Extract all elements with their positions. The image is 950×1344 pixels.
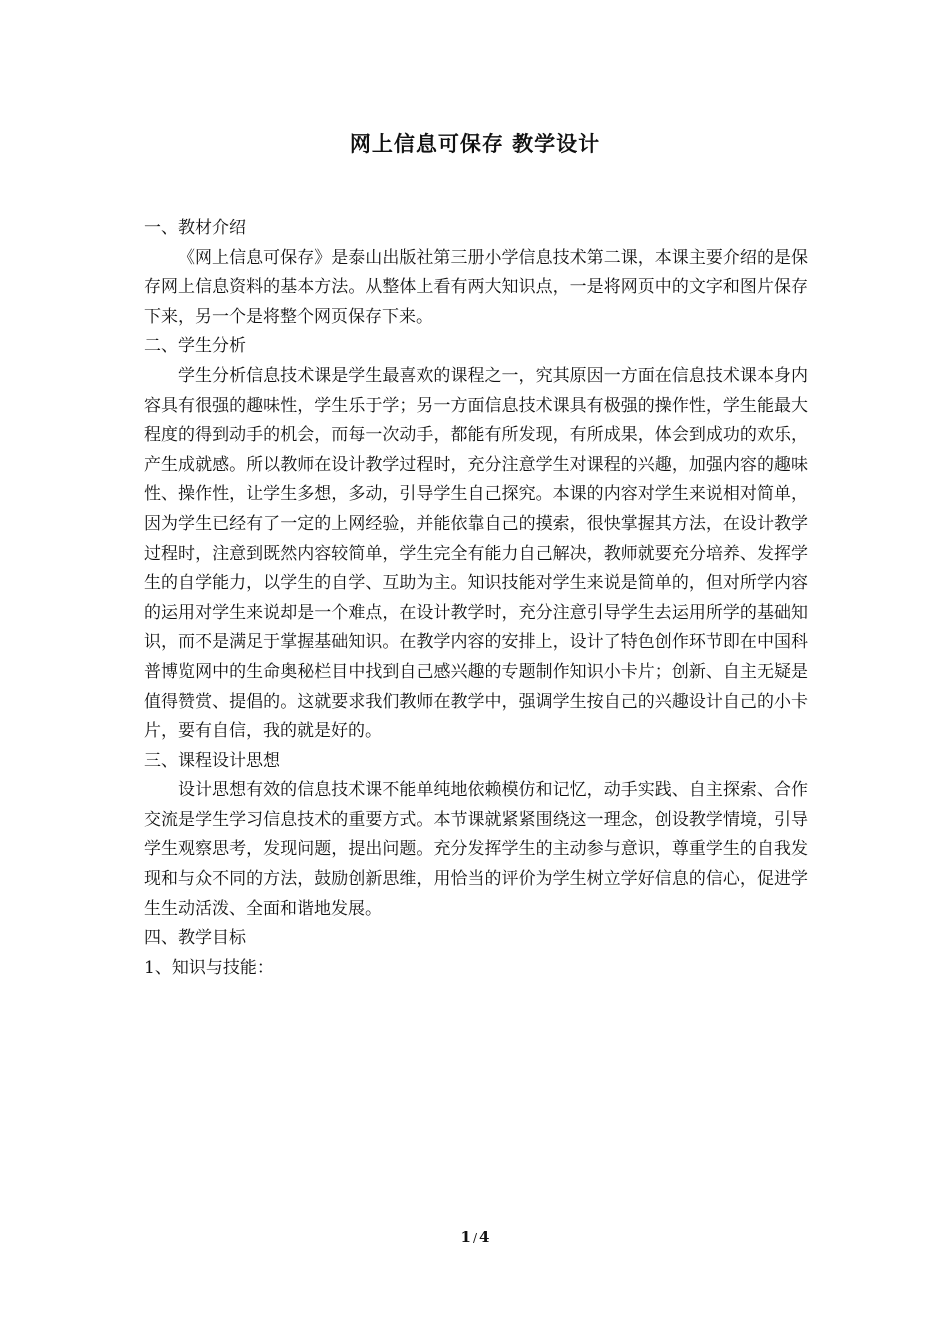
section-paragraph-textbook-intro: 《网上信息可保存》是泰山出版社第三册小学信息技术第二课，本课主要介绍的是保存网上信息资料的基本方法。从整体上看有两大知识点，一是将网页中的文字和图片保存下来，另一个是将整个网页保存下来。 — [144, 247, 808, 327]
section-heading-student-analysis: 二、学生分析 — [144, 336, 246, 357]
section-paragraph-student-analysis: 学生分析信息技术课是学生最喜欢的课程之一，究其原因一方面在信息技术课本身内容具有很强的趣味性，学生乐于学；另一方面信息技术课具有极强的操作性，学生能最大程度的得到动手的机会，而每一次动手，都能有所发现，有所成果，体会到成功的欢乐，产生成就感。所以教师在设计教学过程时，充分注意学生对课程的兴趣，加强内容的趣味性、操作性，让学生多想，多动，引导学生自己探究。本课的内容对学生来说相对简单，因为学生已经有了一定的上网经验，并能依靠自己的摸索，很快掌握其方法，在设计教学过程时，注意到既然内容较简单，学生完全有能力自己解决，教师就要充分培养、发挥学生的自学能力，以学生的自学、互助为主。知识技能对学生来说是简单的，但对所学内容的运用对学生来说却是一个难点，在设计教学时，充分注意引导学生去运用所学的基础知识，而不是满足于掌握基础知识。在教学内容的安排上，设计了特色创作环节即在中国科普博览网中的生命奥秘栏目中找到自己感兴趣的专题制作知识小卡片；创新、自主无疑是值得赞赏、提倡的。这就要求我们教师在教学中，强调学生按自己的兴趣设计自己的小卡片，要有自信，我的就是好的。 — [144, 365, 808, 742]
document-title: 网上信息可保存 教学设计 — [349, 131, 601, 156]
current-page-number: 1 — [460, 1228, 471, 1246]
section-heading-textbook-intro: 一、教材介绍 — [144, 218, 246, 238]
section-paragraph-design-idea: 设计思想有效的信息技术课不能单纯地依赖模仿和记忆，动手实践、自主探索、合作交流是学生学习信息技术的重要方式。本节课就紧紧围绕这一理念，创设教学情境，引导学生观察思考，发现问题，提出问题。充分发挥学生的主动参与意识，尊重学生的自我发现和与众不同的方法，鼓励创新思维，用恰当的评价为学生树立学好信息的信心，促进学生生动活泼、全面和谐地发展。 — [144, 780, 808, 919]
section-heading-teaching-goals: 四、教学目标 — [144, 928, 246, 949]
total-pages-number: 4 — [479, 1228, 490, 1246]
page-number — [0, 1228, 950, 1246]
subheading-knowledge-skills: 1、知识与技能： — [144, 957, 274, 978]
page-separator: / — [472, 1231, 478, 1245]
section-heading-design-idea: 三、课程设计思想 — [144, 750, 280, 771]
document-body — [144, 214, 808, 983]
